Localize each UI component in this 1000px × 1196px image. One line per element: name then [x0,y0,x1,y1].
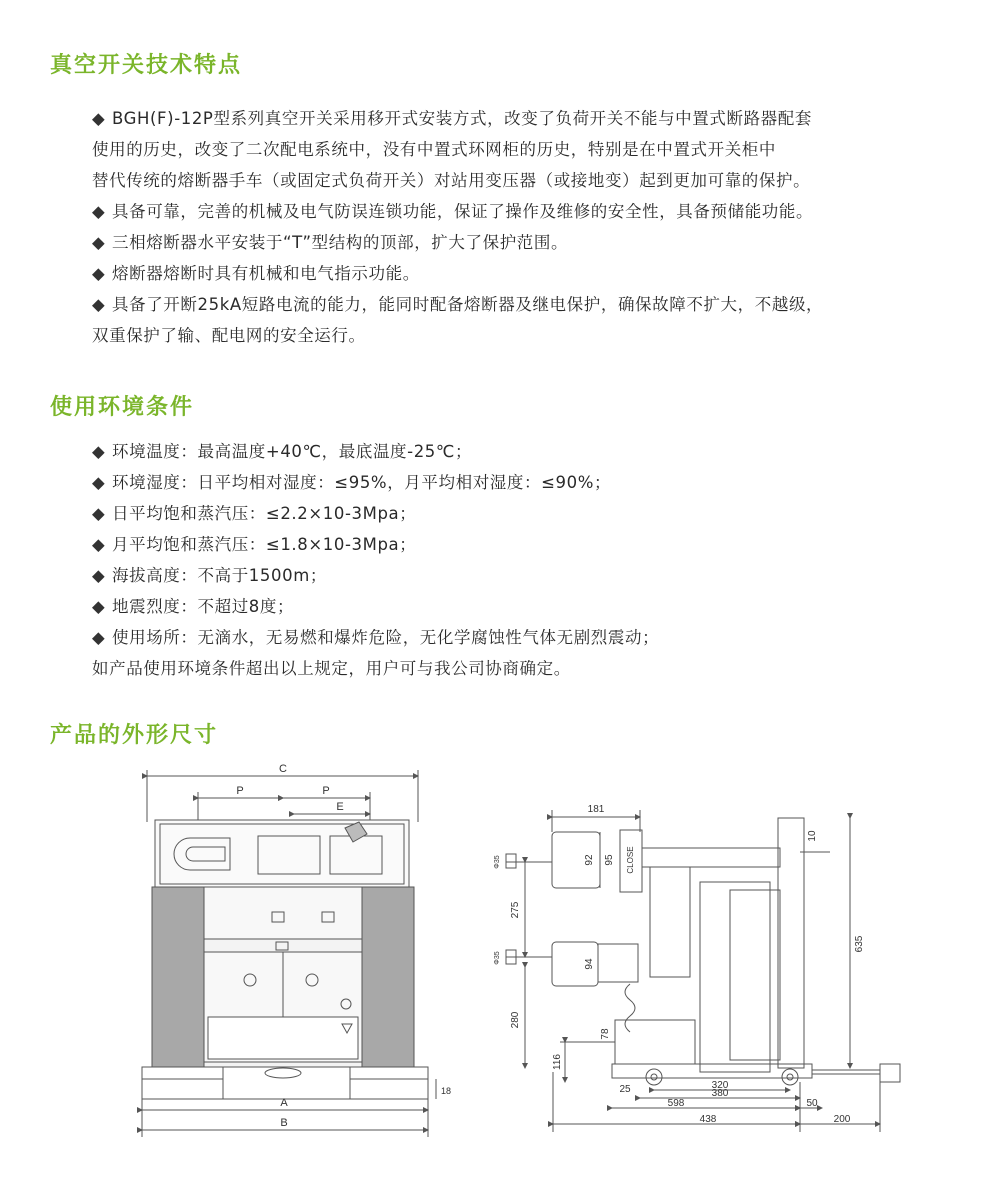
dim-label-200: 200 [833,1114,851,1125]
diamond-bullet-icon: ◆ [92,566,106,585]
list-item: ◆ 月平均饱和蒸汽压：≤1.8×10-3Mpa； [92,529,659,560]
dim-label-50: 50 [806,1098,818,1109]
dim-label-635: 635 [854,935,865,953]
dim-label-p2: P [322,785,330,797]
dim-label-18: 18 [440,1086,452,1096]
diamond-bullet-icon: ◆ [92,473,106,492]
dim-label-p1: P [236,785,244,797]
environment-list [92,436,659,684]
dim-label-a: A [280,1097,288,1109]
dim-label-92: 92 [584,854,595,866]
dim-label-10: 10 [807,830,818,842]
list-item: ◆ 熔断器熔断时具有机械和电气指示功能。 [92,258,823,289]
diamond-bullet-icon: ◆ [92,109,106,128]
dim-label-95: 95 [604,854,615,866]
diamond-bullet-icon: ◆ [92,597,106,616]
list-item: ◆ 地震烈度：不超过8度； [92,591,659,622]
section-title-environment: 使用环境条件 [50,395,195,420]
diamond-bullet-icon: ◆ [92,202,106,221]
dim-label-e: E [336,801,344,813]
diamond-bullet-icon: ◆ [92,535,106,554]
label-close: CLOSE [626,846,635,874]
list-item: ◆ 具备可靠，完善的机械及电气防误连锁功能，保证了操作及维修的安全性，具备预储能功能。 [92,196,823,227]
list-item: ◆ 具备了开断25kA短路电流的能力，能同时配备熔断器及继电保护，确保故障不扩大，不越级， 双重保护了输、配电网的安全运行。 [92,289,823,351]
diamond-bullet-icon: ◆ [92,442,106,461]
diamond-bullet-icon: ◆ [92,295,106,314]
dim-label-94: 94 [584,958,595,970]
diamond-bullet-icon: ◆ [92,628,106,647]
dim-label-280: 280 [510,1011,521,1029]
diamond-bullet-icon: ◆ [92,504,106,523]
list-item: ◆ 环境温度：最高温度+40℃，最底温度-25℃； [92,436,659,467]
side-view [506,810,900,1132]
dim-label-c: C [279,763,287,775]
dim-label-b: B [280,1117,288,1129]
features-list [92,103,823,351]
dim-label-78: 78 [600,1028,611,1040]
dim-label-phi-upper: Φ35 [494,855,501,869]
front-view [142,770,436,1137]
dim-label-275: 275 [510,901,521,919]
list-item: ◆ 三相熔断器水平安装于“T”型结构的顶部，扩大了保护范围。 [92,227,823,258]
dimension-drawing [0,752,1000,1152]
list-item: ◆ 使用场所：无滴水，无易燃和爆炸危险，无化学腐蚀性气体无剧烈震动； 如产品使用环境条件超出以上规定，用户可与我公司协商确定。 [92,622,659,684]
list-item: ◆ 日平均饱和蒸汽压：≤2.2×10-3Mpa； [92,498,659,529]
dim-label-598: 598 [667,1098,685,1109]
dim-label-phi-lower: Φ35 [494,951,501,965]
dim-label-320: 320 [711,1080,729,1091]
dim-label-380: 380 [711,1088,729,1099]
diamond-bullet-icon: ◆ [92,233,106,252]
dim-label-438: 438 [699,1114,717,1125]
list-item: ◆ 环境湿度：日平均相对湿度：≤95%，月平均相对湿度：≤90%； [92,467,659,498]
list-item: ◆ BGH(F)-12P型系列真空开关采用移开式安装方式，改变了负荷开关不能与中置式断路器配套 使用的历史，改变了二次配电系统中，没有中置式环网柜的历史，特别是在中置式开关柜中 替代传统的熔断器手车（或固定式负荷开关）对站用变压器（或接地变）起到更加可靠的保护。 [92,103,823,196]
section-title-features: 真空开关技术特点 [50,53,243,78]
diamond-bullet-icon: ◆ [92,264,106,283]
dim-label-116: 116 [552,1054,563,1070]
dim-label-25: 25 [619,1084,631,1095]
section-title-dimensions: 产品的外形尺寸 [50,723,219,748]
list-item: ◆ 海拔高度：不高于1500m； [92,560,659,591]
dim-label-181: 181 [587,804,605,815]
